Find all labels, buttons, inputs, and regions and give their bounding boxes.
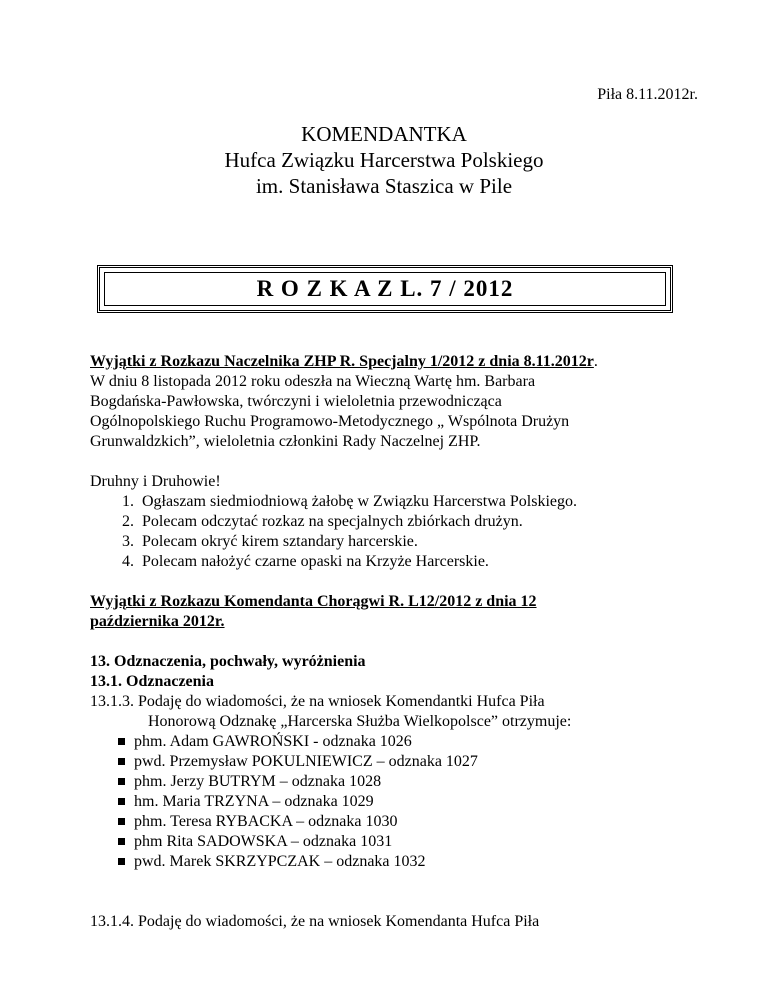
section1-heading-suffix: . [593,353,598,370]
list-item: phm. Teresa RYBACKA – odznaka 1030 [118,812,710,832]
recipients-list [90,732,710,872]
header-patron: im. Stanisława Staszica w Pile [255,174,513,198]
section1-body-line: Grunwaldzkich”, wieloletnia członkini Rady Naczelnej ZHP. [90,433,481,450]
list-item: 3. Polecam okryć kirem sztandary harcerskie. [138,532,710,552]
order-title-inner [104,272,666,306]
section2-heading-line: października 2012r. [90,613,225,630]
section1-heading [90,352,710,372]
section2-heading-line: Wyjątki z Rozkazu Komendanta Chorągwi R. L12/2012 z dnia 12 [90,593,537,610]
document-header [0,121,768,199]
header-organization: Hufca Związku Harcerstwa Polskiego [224,148,544,172]
section1-body-line: Bogdańska-Pawłowska, twórczyni i wieloletnia przewodnicząca [90,393,502,410]
list-item: phm. Adam GAWROŃSKI - odznaka 1026 [118,732,710,752]
header-title: KOMENDANTKA [301,122,467,146]
numbered-list [90,492,710,572]
list-item: phm. Jerzy BUTRYM – odznaka 1028 [118,772,710,792]
section3-paragraph-2: 13.1.4. Podaję do wiadomości, że na wniosek Komendanta Hufca Piła [90,913,540,930]
document-date: Piła 8.11.2012r. [597,86,698,103]
greeting: Druhny i Druhowie! [90,473,221,490]
list-item: 4. Polecam nałożyć czarne opaski na Krzyże Harcerskie. [138,552,710,572]
section1-heading-text: Wyjątki z Rozkazu Naczelnika ZHP R. Specjalny 1/2012 z dnia 8.11.2012r [90,353,594,370]
section3-paragraph-cont: Honorową Odznakę „Harcerska Służba Wielkopolsce” otrzymuje: [148,713,572,730]
section1-body-line: W dniu 8 listopada 2012 roku odeszła na Wieczną Wartę hm. Barbara [90,373,536,390]
section3-paragraph: 13.1.3. Podaję do wiadomości, że na wniosek Komendantki Hufca Piła [90,693,545,710]
section3-subtitle: 13.1. Odznaczenia [90,673,214,690]
order-title: R O Z K A Z L. 7 / 2012 [256,276,514,301]
order-title-box [97,265,673,313]
list-item: 2. Polecam odczytać rozkaz na specjalnych zbiórkach drużyn. [138,512,710,532]
section1-body-line: Ogólnopolskiego Ruchu Programowo-Metodycznego „ Wspólnota Drużyn [90,413,570,430]
list-item: hm. Maria TRZYNA – odznaka 1029 [118,792,710,812]
list-item: pwd. Przemysław POKULNIEWICZ – odznaka 1027 [118,752,710,772]
document-body [90,352,710,932]
list-item: pwd. Marek SKRZYPCZAK – odznaka 1032 [118,852,710,872]
section3-title: 13. Odznaczenia, pochwały, wyróżnienia [90,653,366,670]
list-item: 1. Ogłaszam siedmiodniową żałobę w Związku Harcerstwa Polskiego. [138,492,710,512]
list-item: phm Rita SADOWSKA – odznaka 1031 [118,832,710,852]
